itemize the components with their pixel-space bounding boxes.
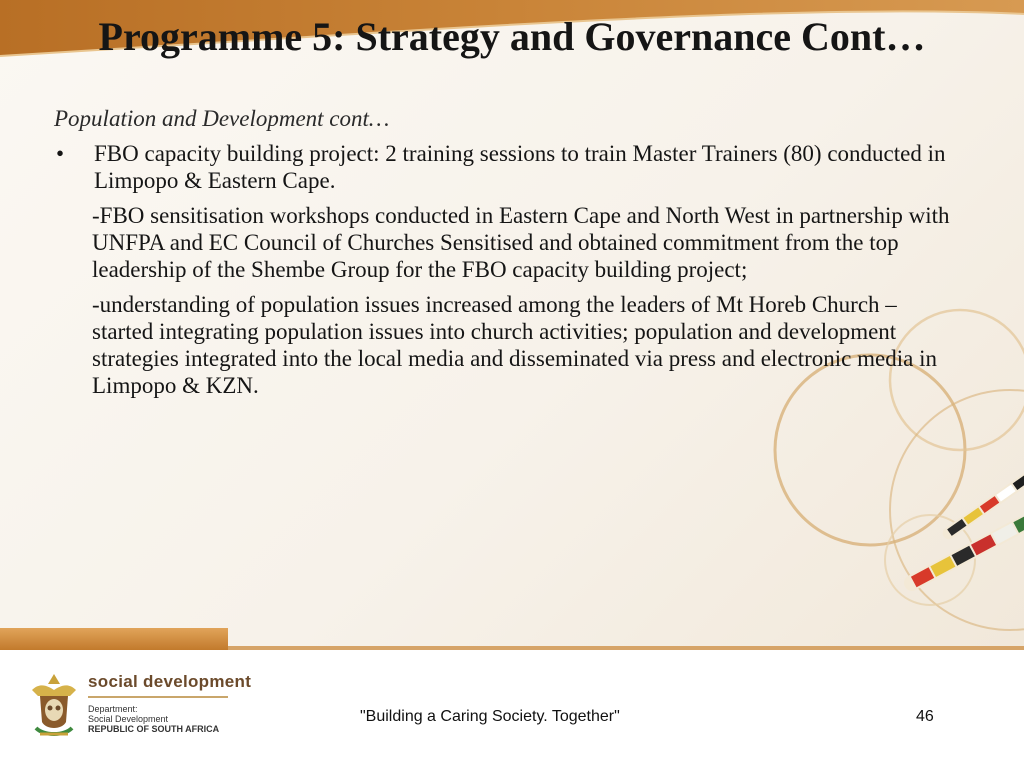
slide-body [54, 140, 954, 399]
page-number: 46 [916, 708, 934, 725]
paragraph-understanding: -understanding of population issues increased among the leaders of Mt Horeb Church – started integrating population issues into church activities; population and development strategies integrated into the local media and disseminated via press and electronic media in Limpopo & KZN. [92, 292, 937, 398]
paragraph-sensitisation: -FBO sensitisation workshops conducted in Eastern Cape and North West in partnership with UNFPA and EC Council of Churches Sensitised and obtained commitment from the top leadership of the Shembe Group for the FBO capacity building project; [92, 203, 950, 282]
department-brand: social development [88, 672, 252, 691]
bullet-item [54, 140, 954, 194]
footer-tagline: "Building a Caring Society. Together" [360, 708, 620, 725]
department-details [88, 704, 219, 734]
bullet-text: FBO capacity building project: 2 training sessions to train Master Trainers (80) conducted in Limpopo & Eastern Cape. [94, 141, 946, 193]
department-label: Department: [88, 704, 138, 714]
bottom-band [0, 628, 228, 650]
department-title: Social Development [88, 714, 169, 724]
department-rule [88, 696, 228, 698]
slide-subtitle: Population and Development cont… [54, 106, 390, 131]
footer [0, 650, 1024, 768]
country-label: REPUBLIC OF SOUTH AFRICA [88, 724, 220, 734]
coat-of-arms-icon [26, 670, 82, 742]
slide-title: Programme 5: Strategy and Governance Cont… [98, 14, 926, 59]
bullet-icon: • [56, 141, 65, 166]
